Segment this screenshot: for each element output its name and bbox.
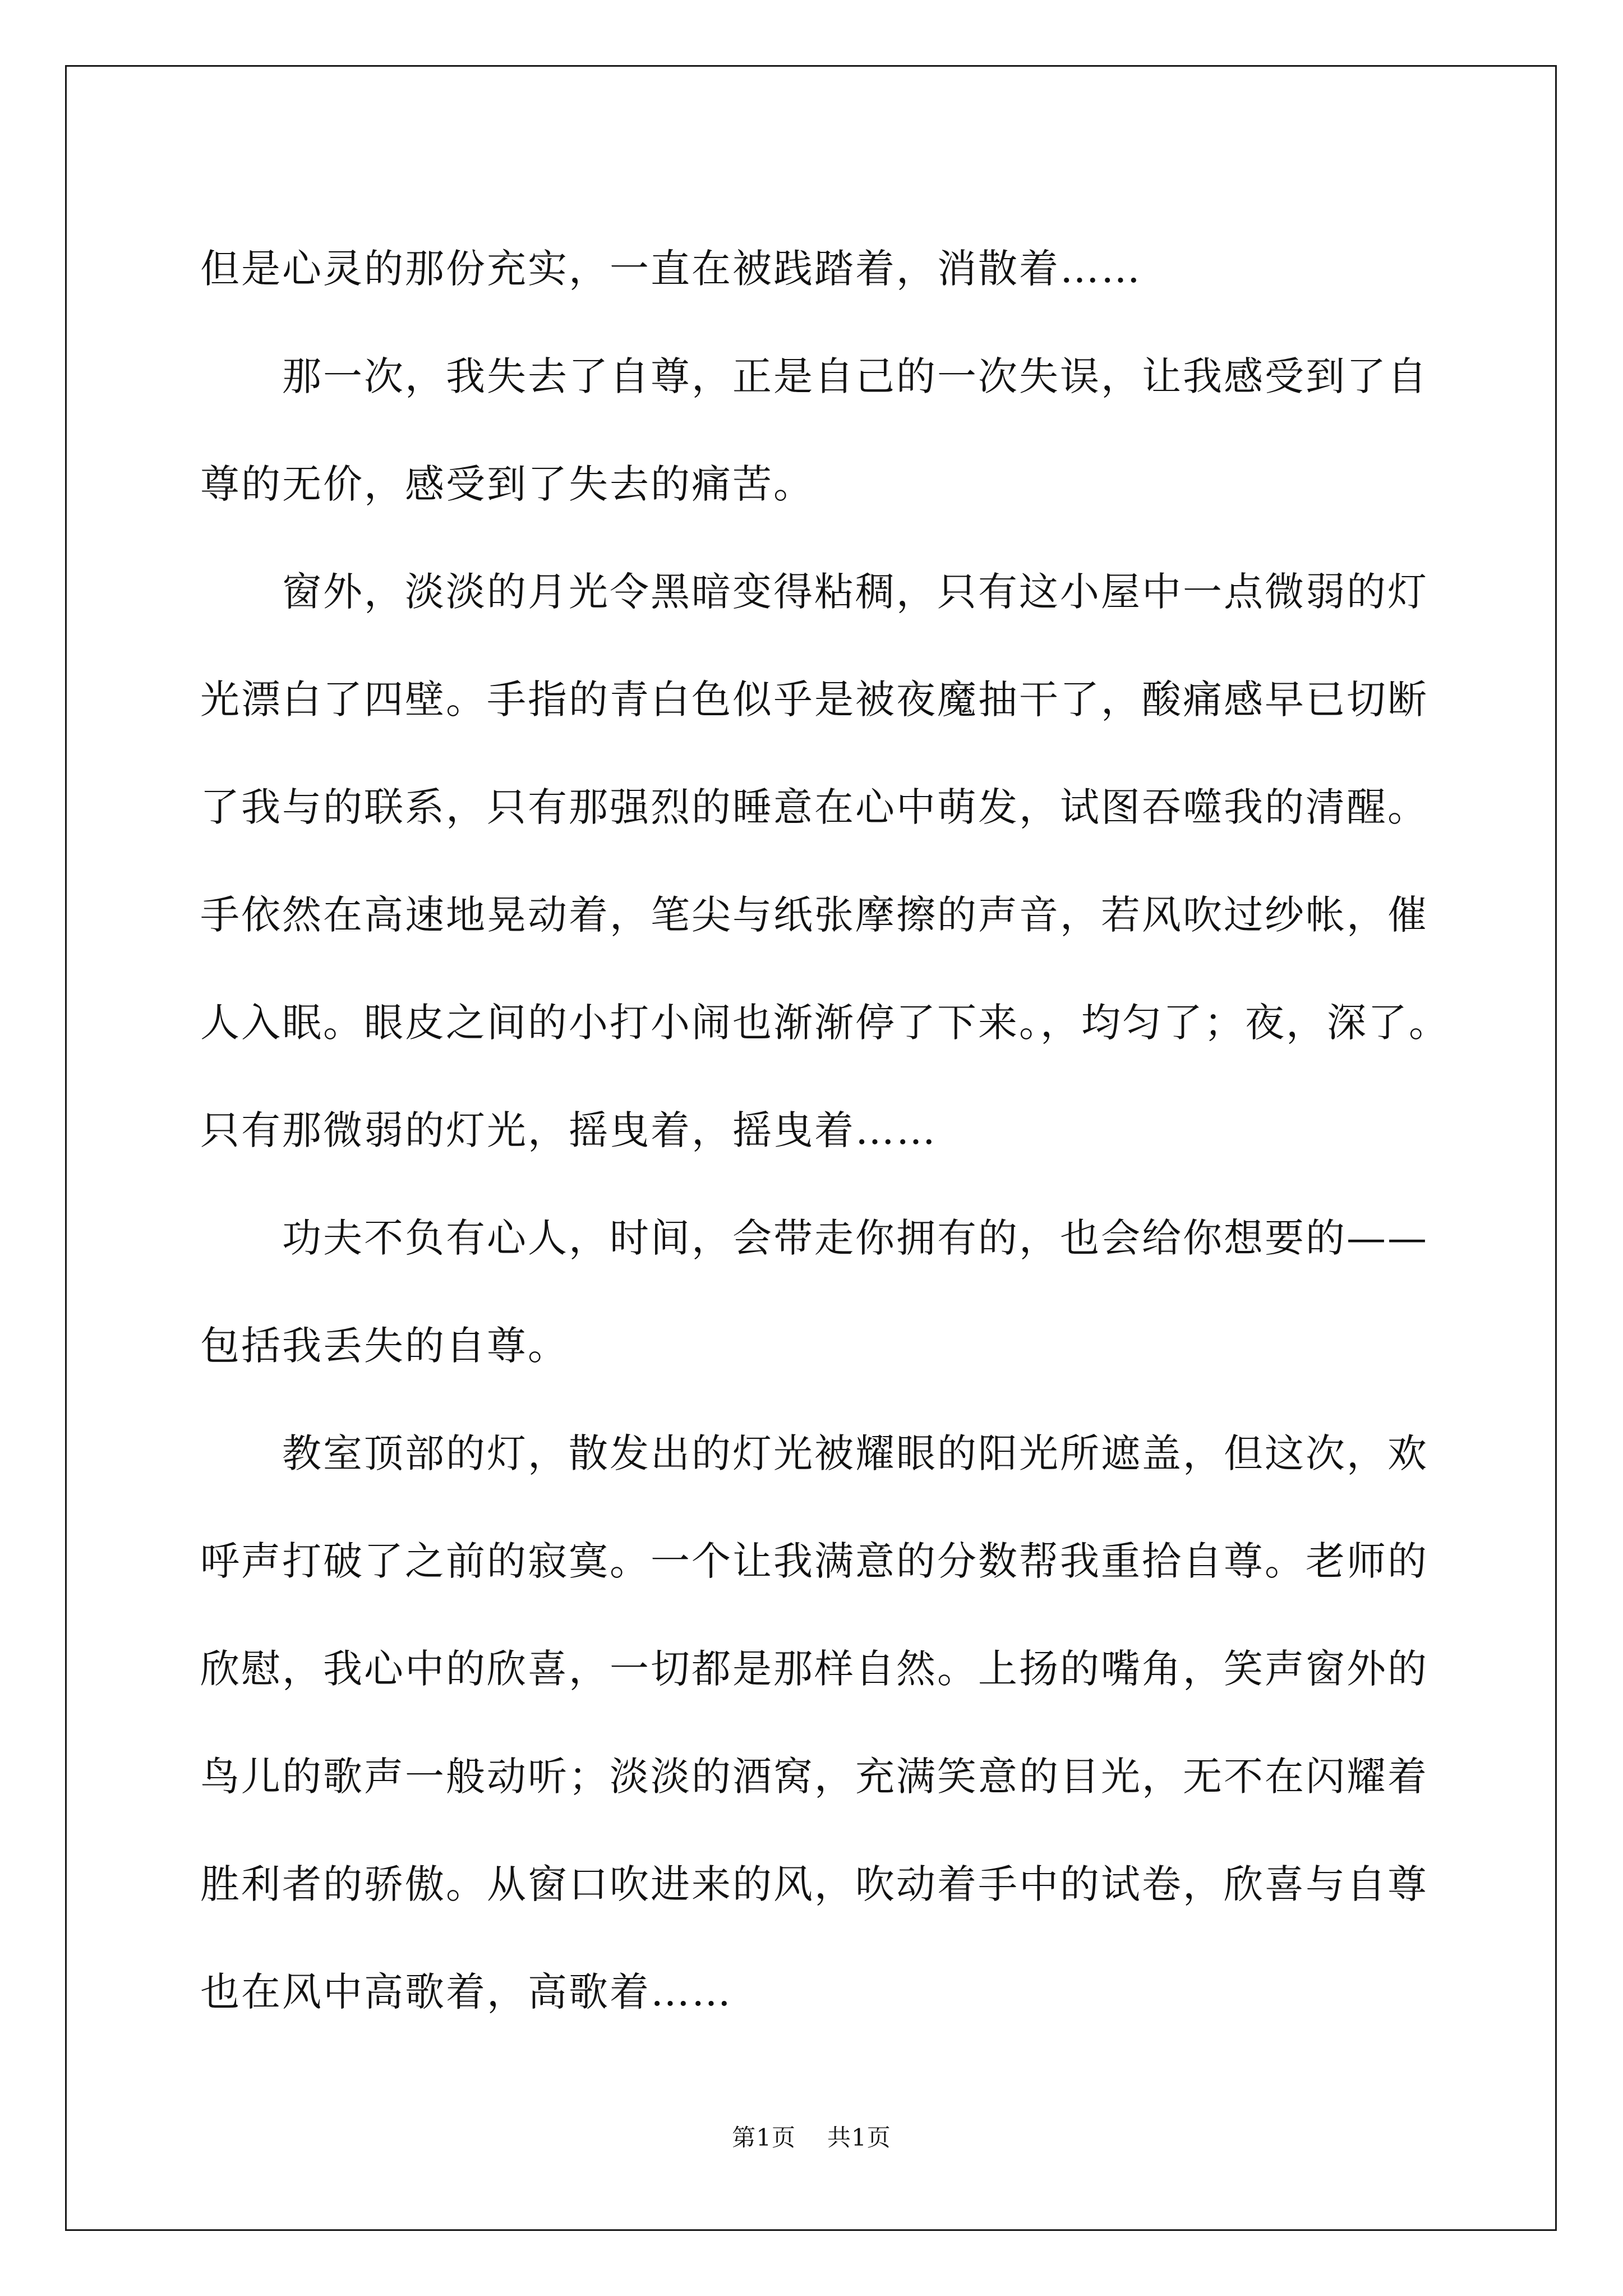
text-line: 窗外，淡淡的月光令黑暗变得粘稠，只有这小屋中一点微弱的灯 [200, 569, 1428, 615]
text-line: 呼声打破了之前的寂寞。一个让我满意的分数帮我重拾自尊。老师的 [200, 1538, 1428, 1584]
text-line: 功夫不负有心人，时间，会带走你拥有的，也会给你想要的—— [200, 1215, 1428, 1261]
page-total: 共1页 [827, 2124, 891, 2151]
page-number: 第1页 [732, 2124, 796, 2151]
text-line: 胜利者的骄傲。从窗口吹进来的风，吹动着手中的试卷，欣喜与自尊 [200, 1861, 1428, 1907]
text-line: 包括我丢失的自尊。 [200, 1323, 569, 1369]
text-line: 也在风中高歌着，高歌着…… [200, 1969, 732, 2015]
text-line: 人入眠。眼皮之间的小打小闹也渐渐停了下来。，均匀了；夜，深了。 [200, 1000, 1450, 1046]
text-line: 光漂白了四壁。手指的青白色似乎是被夜魔抽干了，酸痛感早已切断 [200, 677, 1428, 723]
text-line: 了我与的联系，只有那强烈的睡意在心中萌发，试图吞噬我的清醒。 [200, 784, 1428, 830]
page-footer [0, 2119, 1623, 2153]
text-line: 只有那微弱的灯光，摇曳着，摇曳着…… [200, 1107, 937, 1153]
text-line: 尊的无价，感受到了失去的痛苦。 [200, 461, 814, 507]
text-line: 但是心灵的那份充实，一直在被践踏着，消散着…… [200, 246, 1142, 292]
text-line: 那一次，我失去了自尊，正是自己的一次失误，让我感受到了自 [200, 353, 1428, 399]
text-line: 鸟儿的歌声一般动听；淡淡的酒窝，充满笑意的目光，无不在闪耀着 [200, 1754, 1428, 1800]
text-line: 欣慰，我心中的欣喜，一切都是那样自然。上扬的嘴角，笑声窗外的 [200, 1646, 1428, 1692]
document-body [200, 215, 1450, 2046]
text-line: 教室顶部的灯，散发出的灯光被耀眼的阳光所遮盖，但这次，欢 [200, 1430, 1428, 1476]
text-line: 手依然在高速地晃动着，笔尖与纸张摩擦的声音，若风吹过纱帐，催 [200, 892, 1428, 938]
